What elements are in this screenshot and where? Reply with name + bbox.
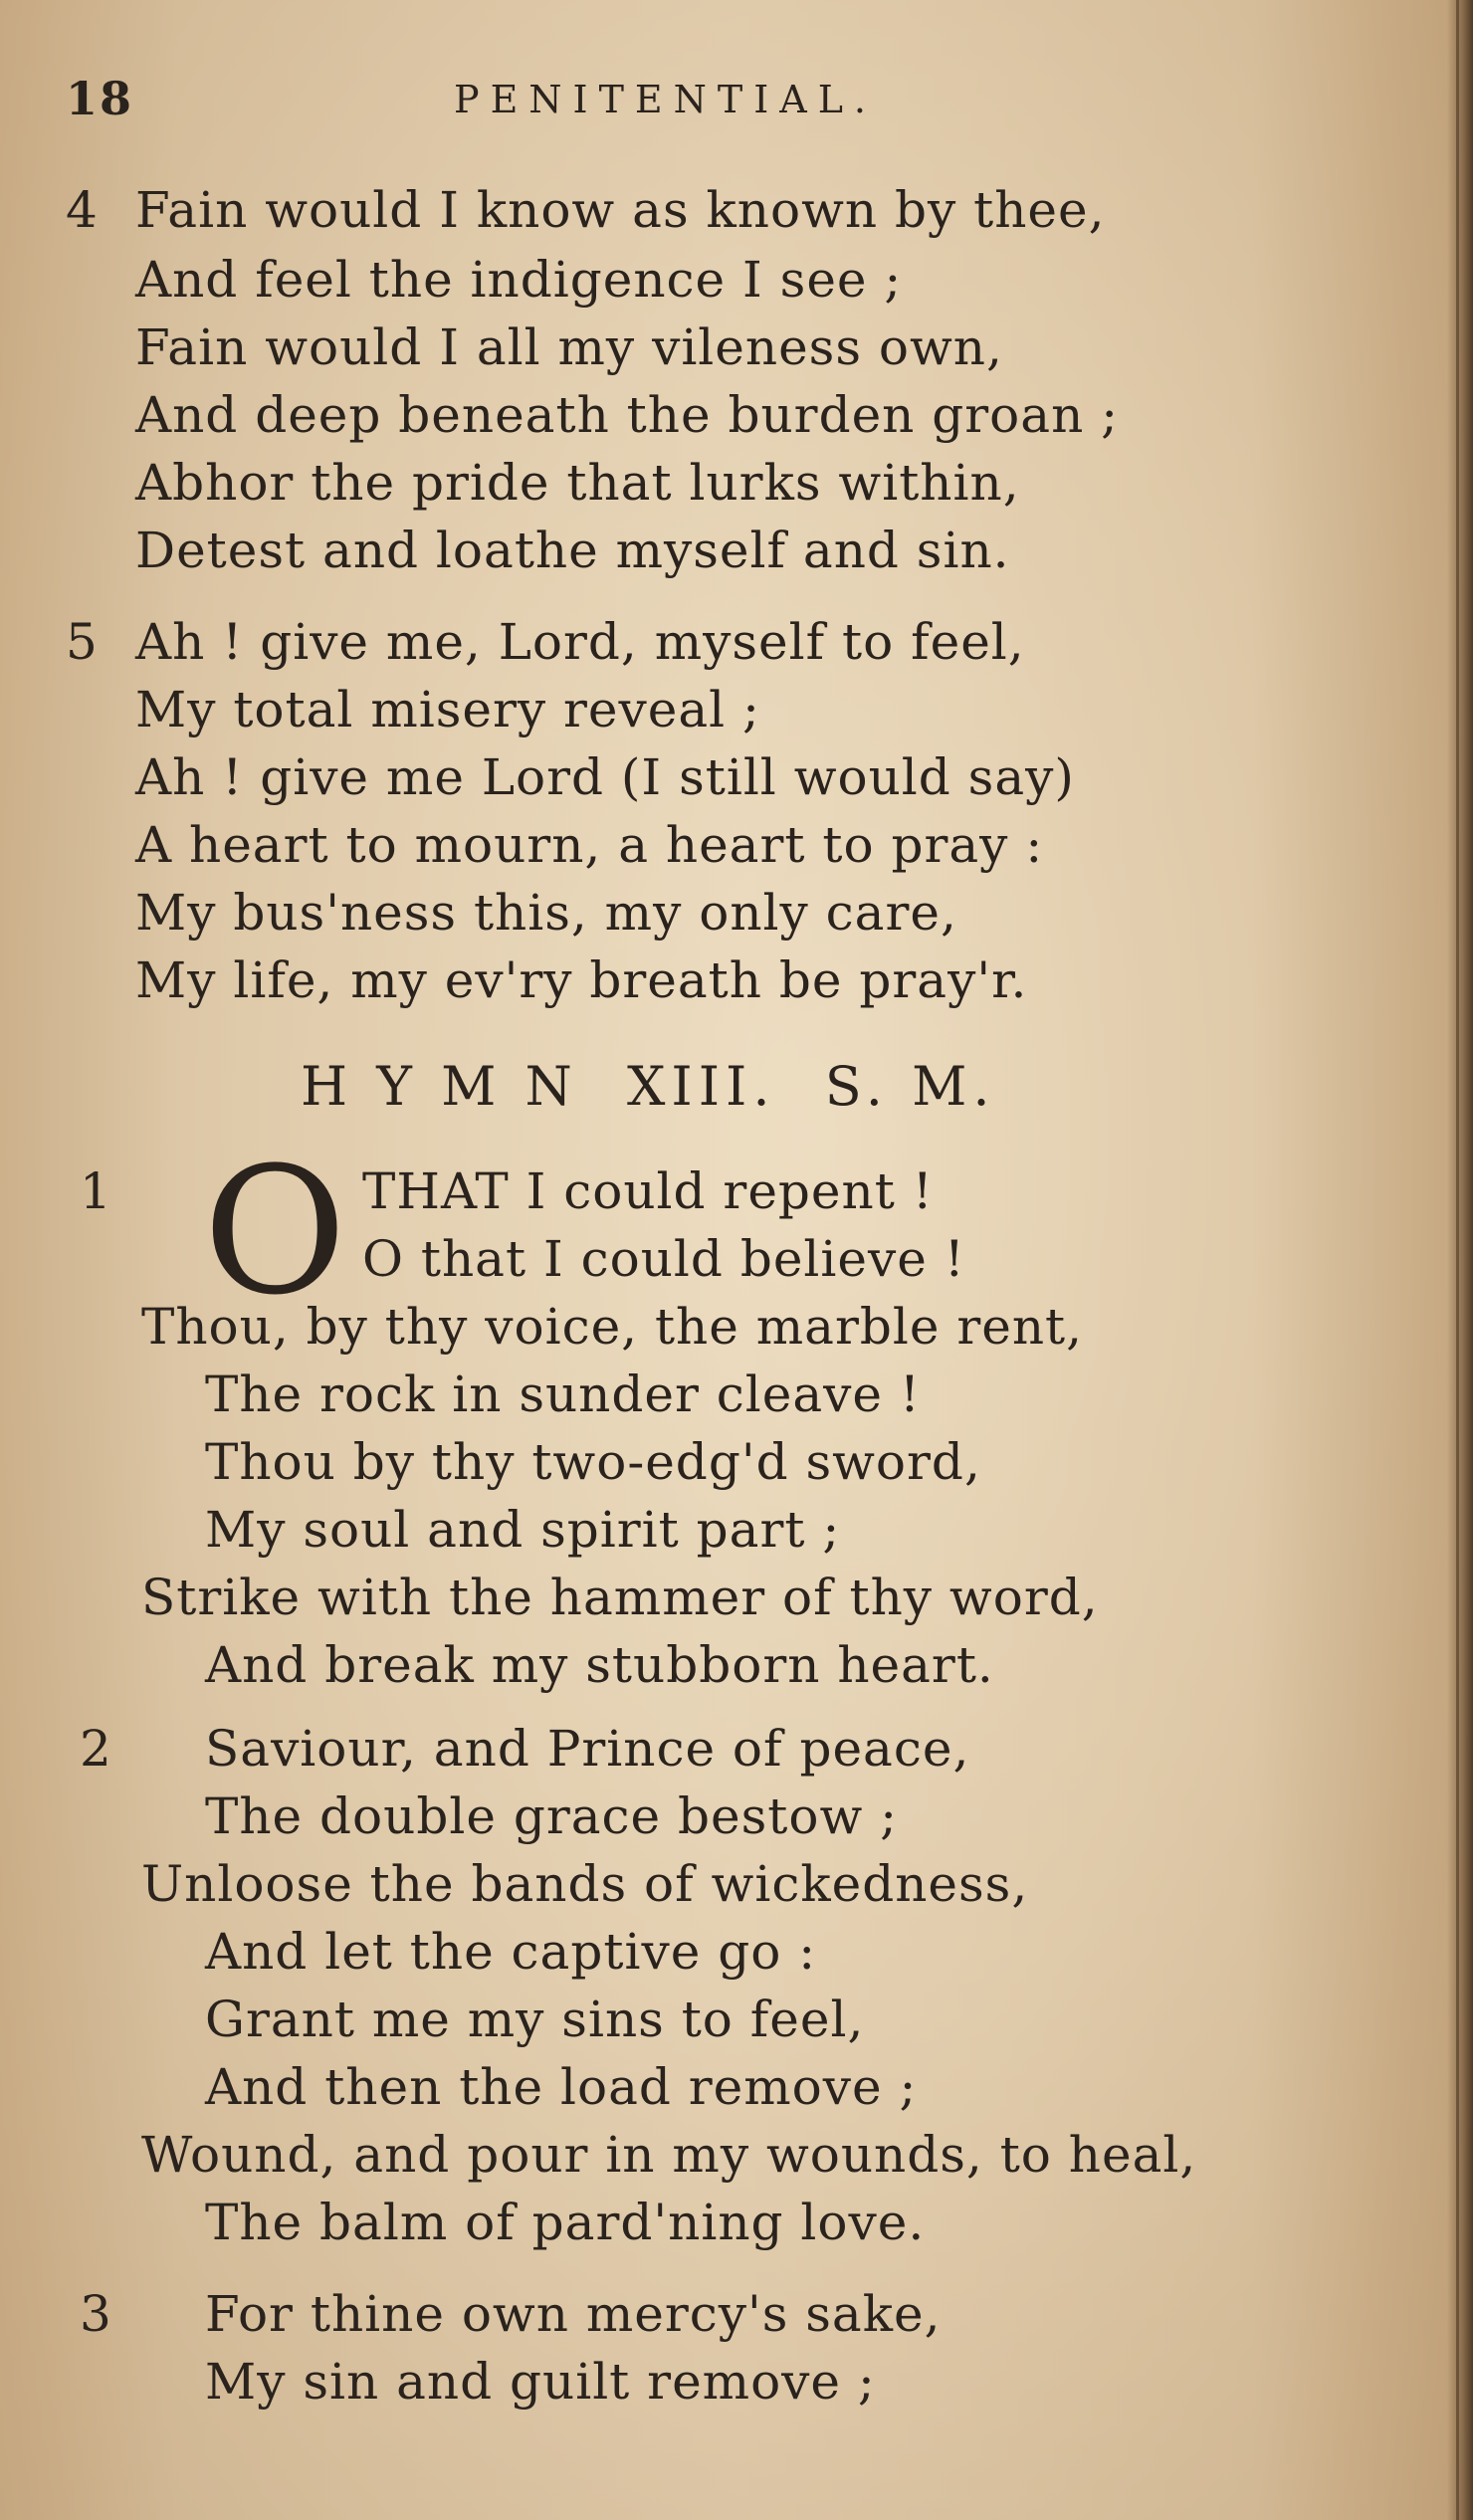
hymn-number: XIII. bbox=[626, 1055, 776, 1118]
stanza-number: 4 bbox=[66, 181, 98, 239]
verse-line: Detest and loathe myself and sin. bbox=[135, 522, 1010, 579]
running-head bbox=[66, 72, 1360, 131]
verse-line: Saviour, and Prince of peace, bbox=[205, 1720, 970, 1778]
verse-line: Thou, by thy voice, the marble rent, bbox=[141, 1298, 1084, 1356]
verse-line: The balm of pard'ning love. bbox=[205, 2194, 926, 2251]
verse-line: Grant me my sins to feel, bbox=[205, 1991, 865, 2048]
verse-line: Unloose the bands of wickedness, bbox=[141, 1855, 1029, 1913]
hymn-meter: S. M. bbox=[824, 1055, 996, 1118]
verse-line: And feel the indigence I see ; bbox=[135, 251, 903, 309]
verse-line: And then the load remove ; bbox=[205, 2058, 918, 2116]
verse-line: For thine own mercy's sake, bbox=[205, 2285, 942, 2343]
verse-line: My bus'ness this, my only care, bbox=[135, 884, 957, 942]
verse-line: Abhor the pride that lurks within, bbox=[135, 454, 1020, 512]
verse-line: Strike with the hammer of thy word, bbox=[141, 1569, 1099, 1626]
verse-line: Wound, and pour in my wounds, to heal, bbox=[141, 2126, 1197, 2184]
verse-line: The rock in sunder cleave ! bbox=[205, 1365, 921, 1423]
verse-line: A heart to mourn, a heart to pray : bbox=[135, 816, 1044, 874]
hymn-label: H Y M N bbox=[301, 1055, 578, 1118]
running-title: PENITENTIAL. bbox=[454, 78, 878, 121]
verse-line: And let the captive go : bbox=[205, 1923, 817, 1981]
verse-line: Fain would I all my vileness own, bbox=[135, 318, 1003, 376]
verse-line: The double grace bestow ; bbox=[205, 1787, 899, 1845]
verse-line: And break my stubborn heart. bbox=[205, 1636, 994, 1694]
page-edge-shadow bbox=[1447, 0, 1473, 2520]
verse-line: My sin and guilt remove ; bbox=[205, 2353, 876, 2411]
verse-line: My soul and spirit part ; bbox=[205, 1501, 841, 1559]
drop-cap: O bbox=[203, 1130, 347, 1334]
verse-line: Ah ! give me, Lord, myself to feel, bbox=[135, 613, 1025, 671]
verse-line: THAT I could repent ! bbox=[362, 1162, 934, 1220]
stanza-number: 3 bbox=[80, 2285, 111, 2343]
verse-line: Thou by thy two-edg'd sword, bbox=[205, 1433, 981, 1491]
stanza-number: 1 bbox=[80, 1162, 111, 1220]
page-edge-line bbox=[1456, 0, 1459, 2520]
verse-line: Fain would I know as known by thee, bbox=[135, 181, 1106, 239]
stanza-number: 2 bbox=[80, 1720, 111, 1778]
verse-line: My total misery reveal ; bbox=[135, 681, 760, 738]
verse-line: O that I could believe ! bbox=[362, 1230, 965, 1288]
stanza-number: 5 bbox=[66, 613, 98, 671]
hymn-heading bbox=[301, 1055, 1022, 1118]
verse-line: My life, my ev'ry breath be pray'r. bbox=[135, 951, 1028, 1009]
page-number: 18 bbox=[66, 72, 134, 125]
verse-line: Ah ! give me Lord (I still would say) bbox=[135, 748, 1075, 806]
verse-line: And deep beneath the burden groan ; bbox=[135, 386, 1120, 444]
